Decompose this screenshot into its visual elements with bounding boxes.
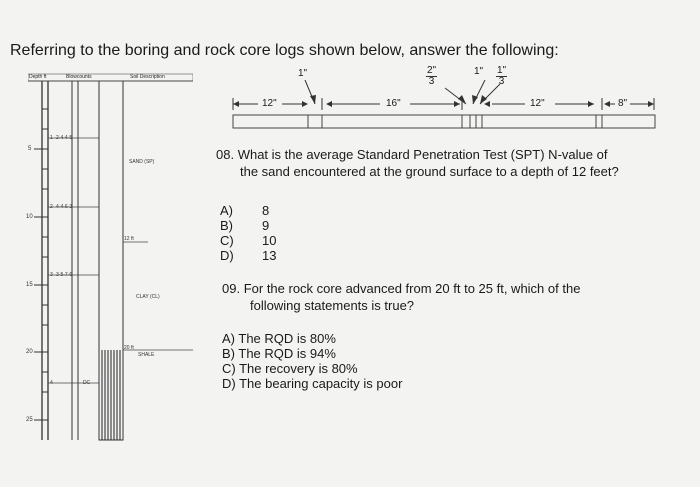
question-text: What is the average Standard Penetration Test (SPT) N-value of	[237, 147, 608, 162]
piece-length: 12"	[530, 98, 545, 109]
question-number: 08.	[216, 147, 235, 162]
fraction-label: 1"	[474, 66, 484, 77]
sample-blowcounts: DC	[83, 380, 91, 386]
piece-length: 12"	[262, 98, 277, 109]
option-b[interactable]	[220, 218, 276, 233]
rock-core-sketch	[230, 60, 660, 140]
depth-mark-15: 15	[26, 282, 33, 288]
question-text: following statements is true?	[250, 298, 415, 313]
fraction-numerator: 2"	[427, 65, 437, 76]
question-08-options	[220, 203, 276, 263]
question-number: 09.	[222, 281, 241, 296]
fraction-label: 1"	[298, 68, 308, 79]
option-c[interactable]: C) The recovery is 80%	[222, 361, 358, 376]
depth-mark-10: 10	[26, 214, 33, 220]
piece-length: 8"	[618, 98, 628, 109]
option-c[interactable]	[220, 233, 276, 248]
question-08-line-1	[216, 146, 686, 163]
sample-number: 3	[50, 272, 53, 278]
fraction-denominator: 3	[498, 76, 505, 87]
question-text: the sand encountered at the ground surface to a depth of 12 feet?	[240, 164, 619, 179]
sample-number: 4	[50, 380, 53, 386]
depth-mark-20: 20	[26, 349, 33, 355]
header-blowcounts: Blowcounts	[66, 74, 92, 80]
rock-core-diagram	[230, 60, 660, 140]
option-letter: A)	[220, 203, 233, 218]
option-d[interactable]	[220, 248, 276, 263]
option-letter: B)	[220, 218, 233, 233]
question-08	[216, 146, 686, 180]
question-text: For the rock core advanced from 20 ft to 25 ft, which of the	[243, 281, 581, 296]
piece-length: 16"	[386, 98, 401, 109]
layer-note-20ft: 20 ft	[124, 345, 134, 351]
option-b[interactable]: B) The RQD is 94%	[222, 346, 336, 361]
fraction-numerator: 1"	[497, 65, 507, 76]
fraction-label	[426, 66, 437, 87]
boring-log	[28, 72, 193, 442]
boring-log-frame	[28, 72, 193, 442]
question-09-line-1	[222, 280, 682, 297]
question-09	[222, 280, 682, 314]
fraction-label	[496, 66, 507, 87]
option-value: 10	[262, 233, 277, 248]
sample-blowcounts: 3-5-7-6	[56, 272, 73, 278]
depth-mark-5: 5	[28, 146, 32, 152]
fraction-denominator: 3	[428, 76, 435, 87]
page-title: Referring to the boring and rock core logs shown below, answer the following:	[10, 42, 559, 59]
option-a[interactable]	[220, 203, 276, 218]
option-a[interactable]: A) The RQD is 80%	[222, 331, 336, 346]
sample-blowcounts: 2-4-4-5	[56, 135, 73, 141]
question-09-options	[222, 331, 402, 391]
option-value: 8	[262, 203, 270, 218]
layer-shale: SHALE	[138, 352, 155, 358]
header-soil-description: Soil Description	[130, 74, 165, 80]
sample-number: 1	[50, 135, 53, 141]
sample-number: 2	[50, 204, 53, 210]
option-d[interactable]: D) The bearing capacity is poor	[222, 376, 403, 391]
option-value: 9	[262, 218, 270, 233]
option-letter: D)	[220, 248, 234, 263]
option-letter: C)	[220, 233, 234, 248]
sample-blowcounts: 4-4-6-3	[56, 204, 73, 210]
layer-note-12ft: 12 ft	[124, 236, 134, 242]
option-value: 13	[262, 248, 277, 263]
header-depth: Depth ft	[29, 74, 47, 80]
depth-mark-25: 25	[26, 417, 33, 423]
layer-clay: CLAY (CL)	[136, 294, 160, 300]
layer-sand: SAND (SP)	[129, 159, 155, 165]
